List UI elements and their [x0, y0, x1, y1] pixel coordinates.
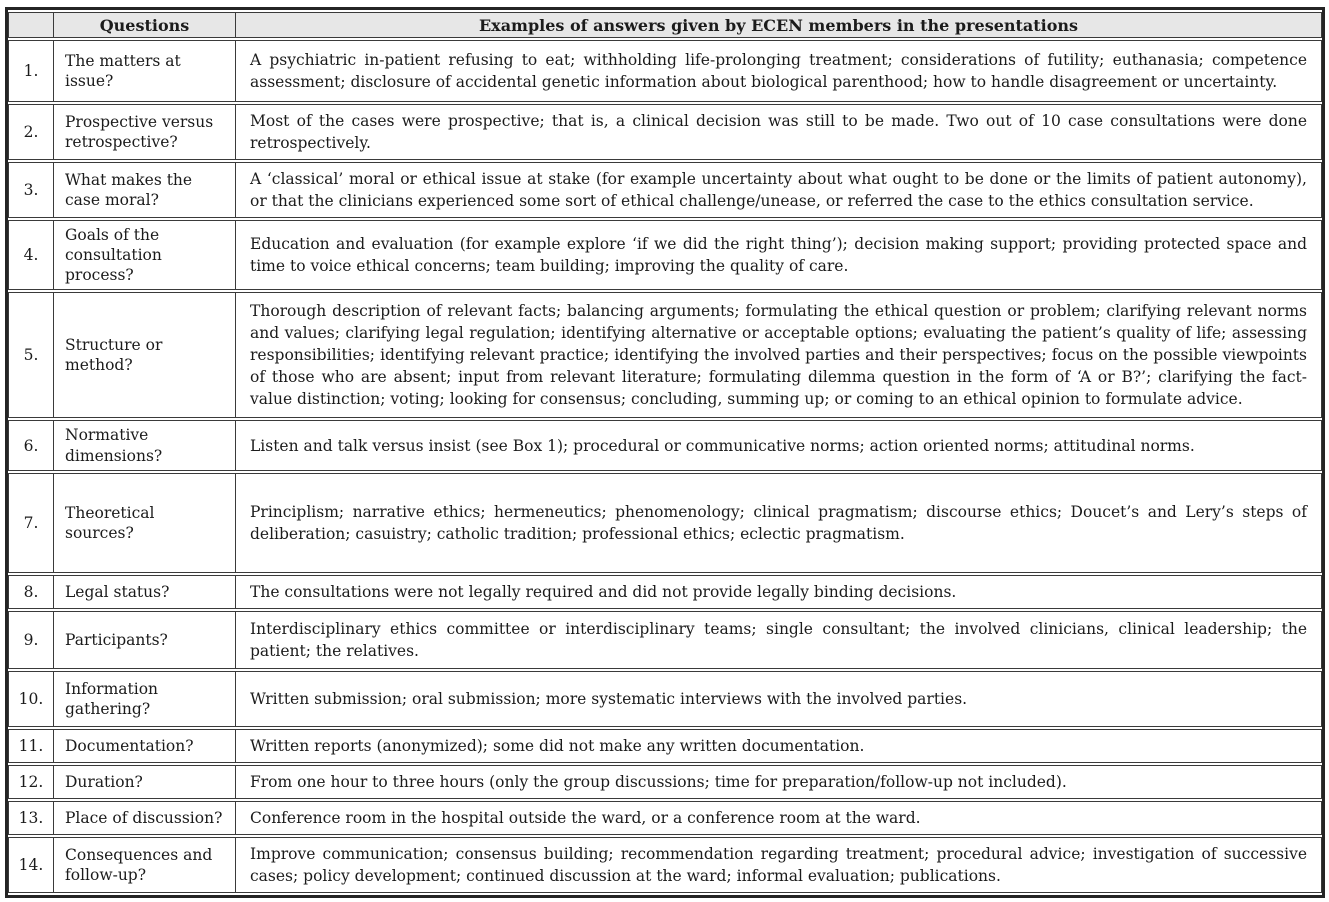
- table-row: [8, 575, 1322, 609]
- row-question: What makes the case moral?: [54, 162, 236, 218]
- row-answer: Written reports (anonymized); some did not make any written documentation.: [236, 729, 1322, 763]
- row-question: Place of discussion?: [54, 801, 236, 835]
- row-question: The matters at issue?: [54, 40, 236, 102]
- row-question: Information gathering?: [54, 671, 236, 727]
- table-row: [8, 837, 1322, 893]
- row-question: Prospective versus retrospective?: [54, 104, 236, 160]
- table-row: [8, 671, 1322, 727]
- header-number-cell: [8, 12, 54, 38]
- table-row: [8, 765, 1322, 799]
- row-answer: A psychiatric in-patient refusing to eat; withholding life-prolonging treatment; considerations of futility; euthanasia; competence assessment; disclosure of accidental genetic information about biological parenthood; how to handle disagreement or uncertainty.: [236, 40, 1322, 102]
- row-answer: Most of the cases were prospective; that is, a clinical decision was still to be made. Two out of 10 case consultations were done retrospectively.: [236, 104, 1322, 160]
- table-row: [8, 292, 1322, 418]
- row-question: Documentation?: [54, 729, 236, 763]
- row-number: 11.: [8, 729, 54, 763]
- table-row: [8, 611, 1322, 669]
- row-question: Theoretical sources?: [54, 473, 236, 573]
- table-row: [8, 473, 1322, 573]
- row-number: 2.: [8, 104, 54, 160]
- row-question: Consequences and follow-up?: [54, 837, 236, 893]
- table-row: [8, 801, 1322, 835]
- row-answer: A ‘classical’ moral or ethical issue at stake (for example uncertainty about what ought to be done or the limits of patient autonomy), or that the clinicians experienced some sort of ethical challenge/unease, or referred the case to the ethics consultation service.: [236, 162, 1322, 218]
- table-row: [8, 162, 1322, 218]
- row-number: 3.: [8, 162, 54, 218]
- row-number: 9.: [8, 611, 54, 669]
- row-question: Legal status?: [54, 575, 236, 609]
- table-row: [8, 729, 1322, 763]
- row-answer: Listen and talk versus insist (see Box 1); procedural or communicative norms; action oriented norms; attitudinal norms.: [236, 420, 1322, 470]
- header-questions-cell: Questions: [54, 12, 236, 38]
- row-answer: From one hour to three hours (only the group discussions; time for preparation/follow-up not included).: [236, 765, 1322, 799]
- row-number: 13.: [8, 801, 54, 835]
- row-number: 10.: [8, 671, 54, 727]
- row-question: Participants?: [54, 611, 236, 669]
- table-body: [8, 40, 1322, 893]
- table-row: [8, 104, 1322, 160]
- row-number: 4.: [8, 220, 54, 290]
- row-number: 7.: [8, 473, 54, 573]
- ecen-consultation-table: [5, 7, 1325, 898]
- row-question: Structure or method?: [54, 292, 236, 418]
- header-row: [8, 12, 1322, 38]
- row-answer: Conference room in the hospital outside the ward, or a conference room at the ward.: [236, 801, 1322, 835]
- row-number: 5.: [8, 292, 54, 418]
- row-answer: Interdisciplinary ethics committee or interdisciplinary teams; single consultant; the involved clinicians, clinical leadership; the patient; the relatives.: [236, 611, 1322, 669]
- table-row: [8, 220, 1322, 290]
- row-number: 12.: [8, 765, 54, 799]
- row-number: 8.: [8, 575, 54, 609]
- row-number: 14.: [8, 837, 54, 893]
- table-row: [8, 420, 1322, 470]
- row-question: Goals of the consultation process?: [54, 220, 236, 290]
- row-answer: Improve communication; consensus building; recommendation regarding treatment; procedural advice; investigation of successive cases; policy development; continued discussion at the ward; informal evaluation; publications.: [236, 837, 1322, 893]
- row-number: 1.: [8, 40, 54, 102]
- row-answer: Thorough description of relevant facts; balancing arguments; formulating the ethical question or problem; clarifying relevant norms and values; clarifying legal regulation; identifying alternative or acceptable options; evaluating the patient’s quality of life; assessing responsibilities; identifying relevant practice; identifying the involved parties and their perspectives; focus on the possible viewpoints of those who are absent; input from relevant literature; formulating dilemma question in the form of ‘A or B?’; clarifying the fact-value distinction; voting; looking for consensus; concluding, summing up; or coming to an ethical opinion to formulate advice.: [236, 292, 1322, 418]
- table-header: [8, 12, 1322, 38]
- row-answer: Principlism; narrative ethics; hermeneutics; phenomenology; clinical pragmatism; discourse ethics; Doucet’s and Lery’s steps of deliberation; casuistry; catholic tradition; professional ethics; eclectic pragmatism.: [236, 473, 1322, 573]
- row-answer: Written submission; oral submission; more systematic interviews with the involved parties.: [236, 671, 1322, 727]
- row-question: Normative dimensions?: [54, 420, 236, 470]
- row-answer: The consultations were not legally required and did not provide legally binding decisions.: [236, 575, 1322, 609]
- row-question: Duration?: [54, 765, 236, 799]
- row-answer: Education and evaluation (for example explore ‘if we did the right thing’); decision making support; providing protected space and time to voice ethical concerns; team building; improving the quality of care.: [236, 220, 1322, 290]
- table-row: [8, 40, 1322, 102]
- header-answers-cell: Examples of answers given by ECEN members in the presentations: [236, 12, 1322, 38]
- row-number: 6.: [8, 420, 54, 470]
